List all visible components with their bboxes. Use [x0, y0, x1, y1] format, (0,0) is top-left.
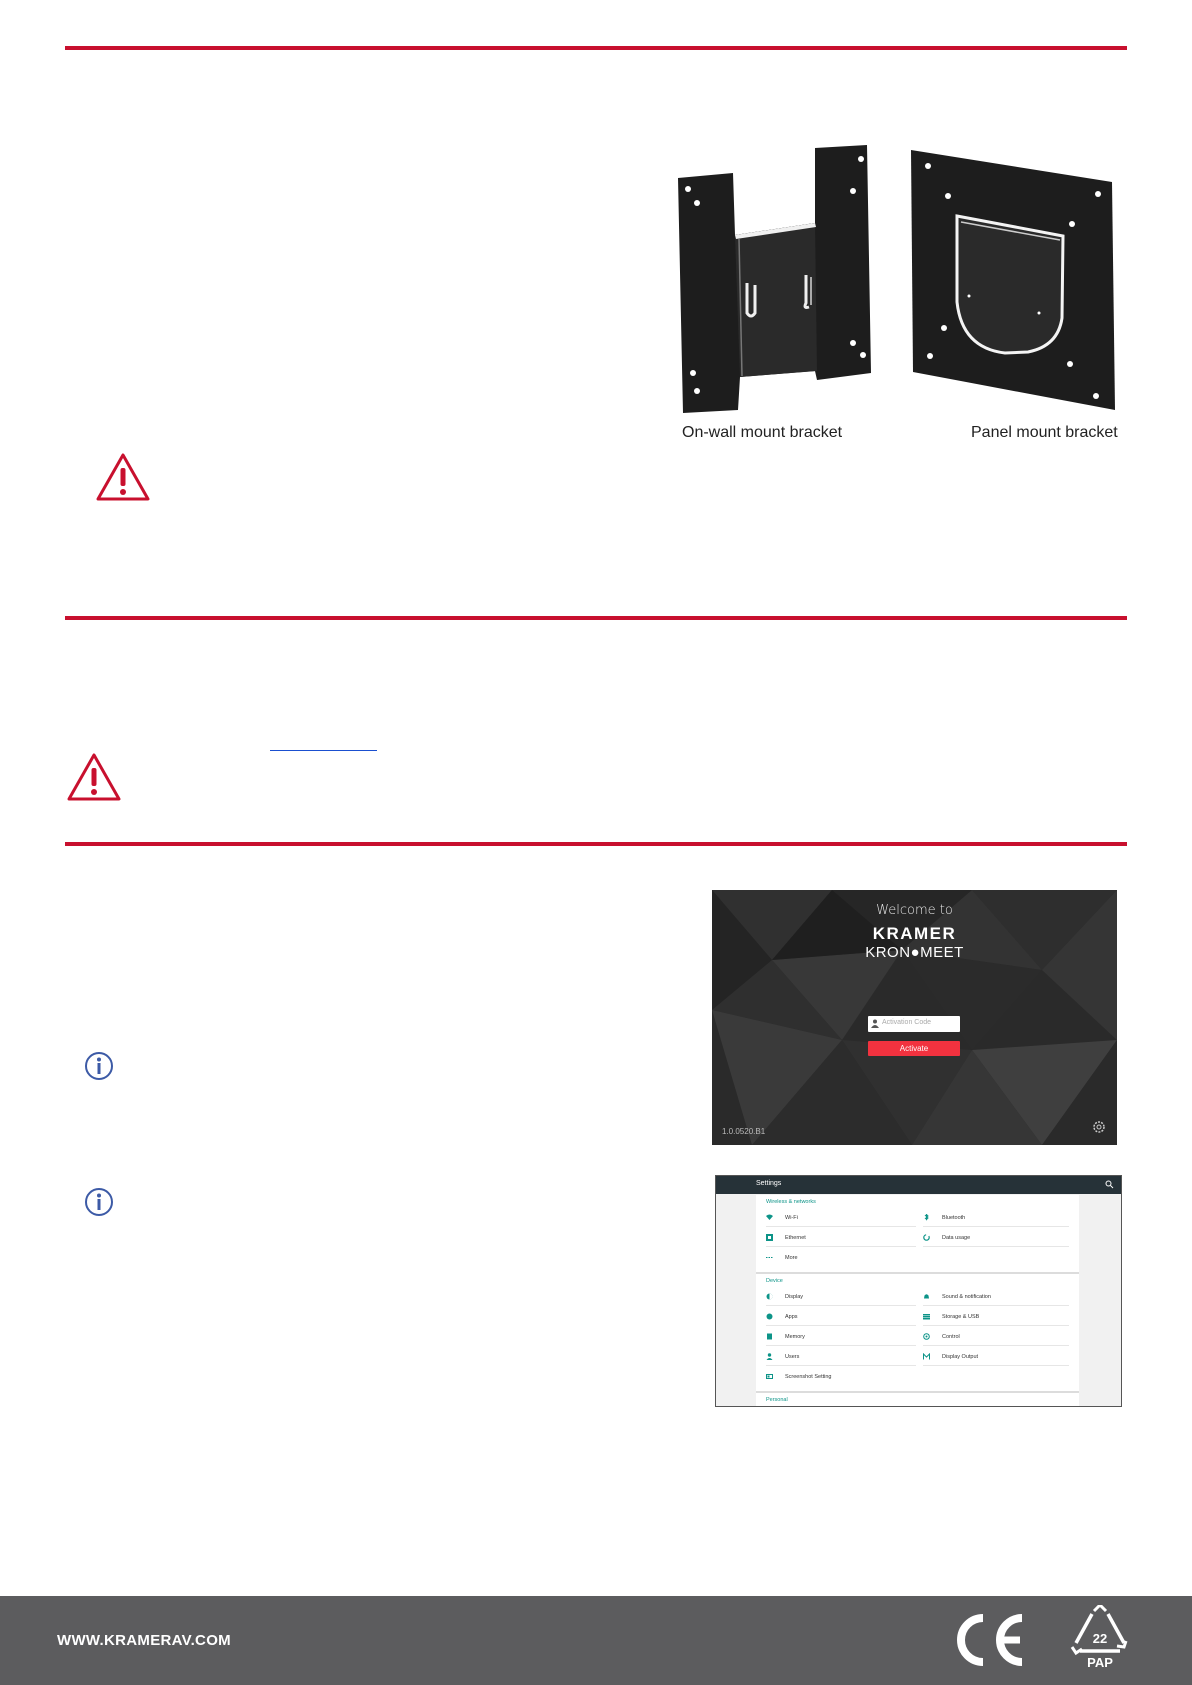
setting-bluetooth[interactable]: Bluetooth — [923, 1213, 1069, 1225]
settings-screen-screenshot — [715, 1175, 1122, 1407]
section-title: Wireless & networks — [766, 1199, 816, 1205]
setting-screenshot[interactable]: Screenshot Setting — [766, 1372, 916, 1384]
personal-card — [756, 1393, 1079, 1407]
section-divider-middle — [65, 616, 1127, 620]
memory-icon — [766, 1333, 773, 1340]
welcome-screen-screenshot — [712, 890, 1117, 1145]
hyperlink-underline[interactable] — [270, 750, 377, 751]
section-divider-lower — [65, 842, 1127, 846]
activation-code-input[interactable] — [868, 1016, 960, 1032]
user-icon — [766, 1353, 773, 1360]
kronomeet-logo: KRON●MEET — [865, 944, 964, 961]
welcome-title: Welcome to — [876, 903, 953, 918]
setting-users[interactable]: Users — [766, 1352, 916, 1364]
setting-more[interactable]: More — [766, 1253, 916, 1265]
ethernet-icon — [766, 1234, 773, 1241]
data-usage-icon — [923, 1234, 930, 1241]
panel-mount-bracket-image — [910, 150, 1115, 415]
setting-ethernet[interactable]: Ethernet — [766, 1233, 916, 1245]
setting-display-output[interactable]: Display Output — [923, 1352, 1069, 1364]
warning-icon — [95, 452, 151, 502]
storage-icon — [923, 1313, 930, 1320]
setting-storage[interactable]: Storage & USB — [923, 1312, 1069, 1324]
setting-memory[interactable]: Memory — [766, 1332, 916, 1344]
bell-icon — [923, 1293, 930, 1300]
gear-icon[interactable] — [1092, 1120, 1106, 1134]
activate-button[interactable]: Activate — [868, 1041, 960, 1056]
user-icon — [871, 1019, 879, 1028]
info-icon — [84, 1187, 114, 1217]
website-link[interactable]: WWW.KRAMERAV.COM — [57, 1632, 231, 1649]
settings-app-bar — [716, 1176, 1121, 1194]
setting-control[interactable]: Control — [923, 1332, 1069, 1344]
on-wall-bracket-caption: On-wall mount bracket — [682, 424, 843, 441]
panel-bracket-caption: Panel mount bracket — [971, 424, 1118, 441]
section-divider-top — [65, 46, 1127, 50]
on-wall-mount-bracket-image — [675, 145, 875, 415]
section-title: Personal — [766, 1397, 788, 1403]
ce-mark-icon — [950, 1610, 1025, 1670]
activation-code-placeholder: Activation Code — [882, 1019, 932, 1026]
recycling-symbol — [1070, 1605, 1130, 1677]
apps-icon — [766, 1313, 773, 1320]
search-icon[interactable] — [1105, 1180, 1114, 1189]
warning-icon — [66, 752, 122, 802]
display-output-icon — [923, 1353, 930, 1360]
setting-data-usage[interactable]: Data usage — [923, 1233, 1069, 1245]
control-icon — [923, 1333, 930, 1340]
recycle-code: PAP — [1087, 1655, 1113, 1670]
screenshot-icon — [766, 1373, 773, 1380]
kramer-logo: KRAMER — [872, 924, 957, 943]
version-label: 1.0.0520.B1 — [722, 1127, 766, 1136]
setting-display[interactable]: Display — [766, 1292, 916, 1304]
display-icon — [766, 1293, 773, 1300]
footer-bar — [0, 1596, 1192, 1685]
section-title: Device — [766, 1278, 783, 1284]
settings-title: Settings — [756, 1180, 782, 1187]
wifi-icon — [766, 1214, 773, 1221]
setting-wifi[interactable]: Wi-Fi — [766, 1213, 916, 1225]
device-card — [756, 1274, 1079, 1393]
info-icon — [84, 1051, 114, 1081]
recycle-number: 22 — [1092, 1631, 1108, 1646]
bluetooth-icon — [923, 1214, 930, 1221]
setting-sound[interactable]: Sound & notification — [923, 1292, 1069, 1304]
wireless-networks-card — [756, 1195, 1079, 1274]
more-icon — [766, 1254, 773, 1261]
setting-apps[interactable]: Apps — [766, 1312, 916, 1324]
